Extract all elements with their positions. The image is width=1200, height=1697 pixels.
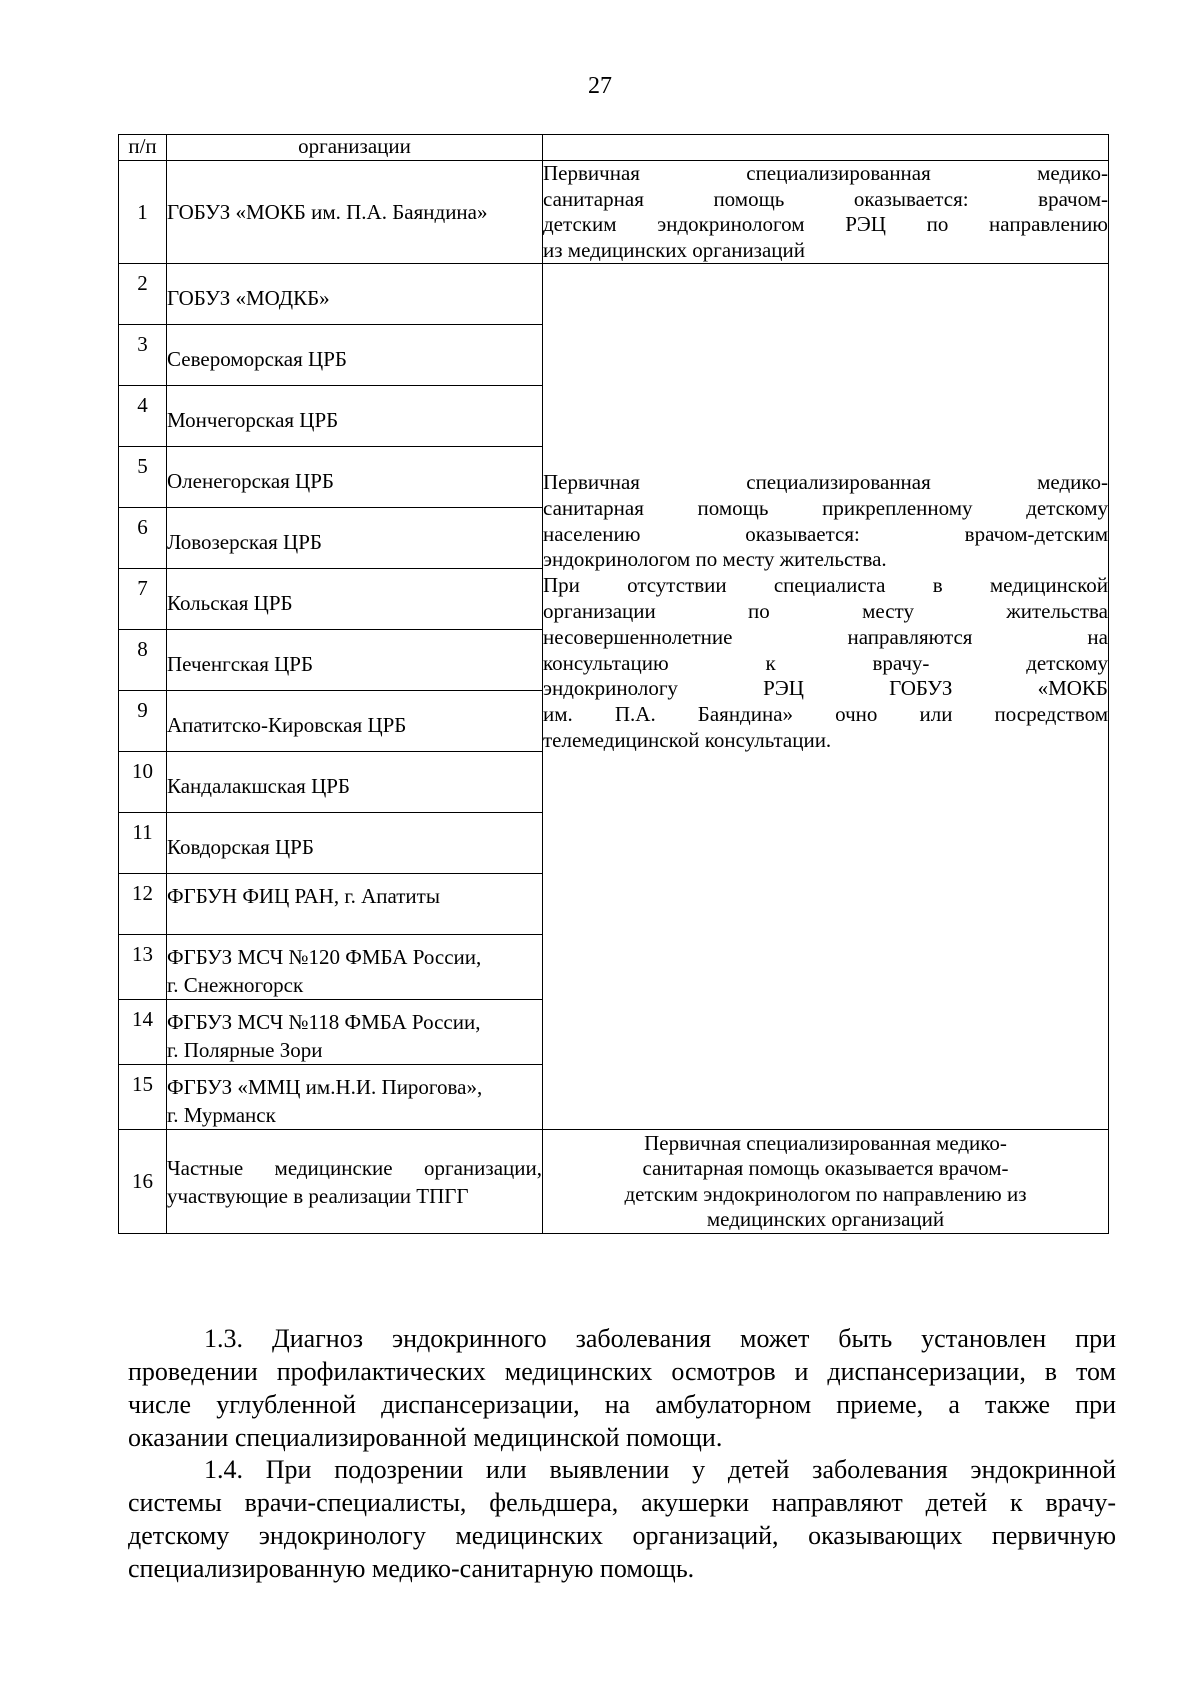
desc-line: санитарная помощь прикрепленному детскому (543, 495, 1108, 520)
desc-line: эндокринологу РЭЦ ГОБУЗ «МОКБ (543, 676, 1108, 701)
organizations-table (118, 134, 1109, 1234)
table-row (119, 161, 1109, 264)
row-org (167, 1130, 543, 1234)
paragraph-line: 1.3. Диагноз эндокринного заболевания может быть установлен при (204, 1324, 1116, 1353)
desc-line: населению оказывается: врачом-детским (543, 521, 1108, 546)
desc-line: При отсутствии специалиста в медицинской (543, 573, 1108, 598)
desc-line: Первичная специализированная медико- (543, 161, 1108, 185)
row-num: 4 (119, 386, 167, 447)
row-org: Мончегорская ЦРБ (167, 386, 543, 447)
row-num: 15 (119, 1065, 167, 1130)
desc-line: из медицинских организаций (543, 237, 806, 262)
row-org (167, 1065, 543, 1130)
desc-line: несовершеннолетние направляются на (543, 624, 1108, 649)
row-num: 13 (119, 935, 167, 1000)
row-org: Североморская ЦРБ (167, 325, 543, 386)
row-num: 16 (119, 1130, 167, 1234)
desc-line: санитарная помощь оказывается: врачом- (543, 186, 1108, 211)
org-line: ФГБУЗ МСЧ №120 ФМБА России, (167, 945, 482, 969)
row-num: 3 (119, 325, 167, 386)
row-num: 11 (119, 813, 167, 874)
desc-line: телемедицинской консультации. (543, 727, 832, 752)
page-number: 27 (588, 73, 612, 99)
org-line: г. Мурманск (167, 1103, 276, 1127)
paragraph-line: числе углубленной диспансеризации, на амбулаторном приеме, а также при (128, 1390, 1116, 1419)
org-line: г. Снежногорск (167, 973, 304, 997)
row-org: Оленегорская ЦРБ (167, 447, 543, 508)
desc-line: медицинских организаций (706, 1207, 945, 1231)
row-org: ФГБУН ФИЦ РАН, г. Апатиты (167, 874, 543, 935)
desc-line: детским эндокринологом по направлению из (624, 1181, 1027, 1206)
table-row (119, 1130, 1109, 1234)
row-num: 6 (119, 508, 167, 569)
desc-line: консультацию к врачу- детскому (543, 650, 1108, 675)
row-desc-1 (543, 161, 1109, 264)
table-row (119, 264, 1109, 325)
row-org: Ловозерская ЦРБ (167, 508, 543, 569)
row-num: 12 (119, 874, 167, 935)
org-line: Частные медицинские организации, (167, 1155, 542, 1180)
desc-line: эндокринологом по месту жительства. (543, 547, 887, 572)
desc-line: организации по месту жительства (543, 598, 1108, 623)
desc-line: санитарная помощь оказывается врачом- (642, 1156, 1009, 1180)
row-org: ГОБУЗ «МОДКБ» (167, 264, 543, 325)
row-org: Апатитско-Кировская ЦРБ (167, 691, 543, 752)
paragraph-line: детскому эндокринологу медицинских организаций, оказывающих первичную (128, 1521, 1116, 1550)
org-line: г. Полярные Зори (167, 1038, 323, 1062)
paragraph-line: оказании специализированной медицинской помощи. (128, 1423, 723, 1452)
row-num: 1 (119, 161, 167, 264)
paragraph-line: системы врачи-специалисты, фельдшера, акушерки направляют детей к врачу- (128, 1488, 1116, 1517)
paragraph-line: проведении профилактических медицинских осмотров и диспансеризации, в том (128, 1357, 1116, 1386)
desc-line: Первичная специализированная медико- (543, 470, 1108, 494)
desc-line: Первичная специализированная медико- (644, 1130, 1007, 1155)
row-num: 9 (119, 691, 167, 752)
row-num: 8 (119, 630, 167, 691)
row-org: Кандалакшская ЦРБ (167, 752, 543, 813)
header-org: организации (167, 135, 543, 161)
paragraph-line: 1.4. При подозрении или выявлении у детей заболевания эндокринной (204, 1455, 1116, 1484)
row-num: 2 (119, 264, 167, 325)
row-num: 10 (119, 752, 167, 813)
row-num: 14 (119, 1000, 167, 1065)
row-desc-2 (543, 264, 1109, 1130)
row-num: 5 (119, 447, 167, 508)
paragraph-1-4 (128, 1453, 1116, 1585)
org-line: ФГБУЗ МСЧ №118 ФМБА России, (167, 1010, 481, 1034)
row-org (167, 935, 543, 1000)
row-num: 7 (119, 569, 167, 630)
row-org: Кольская ЦРБ (167, 569, 543, 630)
row-desc-3 (543, 1130, 1109, 1234)
header-desc (543, 135, 1109, 161)
header-num: п/п (119, 135, 167, 161)
org-line: участвующие в реализации ТПГГ (167, 1183, 469, 1208)
org-line: ФГБУЗ «ММЦ им.Н.И. Пирогова», (167, 1075, 483, 1099)
desc-line: им. П.А. Баяндина» очно или посредством (543, 702, 1108, 727)
paragraph-line: специализированную медико-санитарную помощь. (128, 1554, 695, 1583)
row-org: Ковдорская ЦРБ (167, 813, 543, 874)
row-org (167, 1000, 543, 1065)
row-org: Печенгская ЦРБ (167, 630, 543, 691)
desc-line: детским эндокринологом РЭЦ по направлению (543, 212, 1108, 236)
row-org: ГОБУЗ «МОКБ им. П.А. Баяндина» (167, 161, 543, 264)
table-header-row (119, 135, 1109, 161)
paragraph-1-3 (128, 1322, 1116, 1454)
